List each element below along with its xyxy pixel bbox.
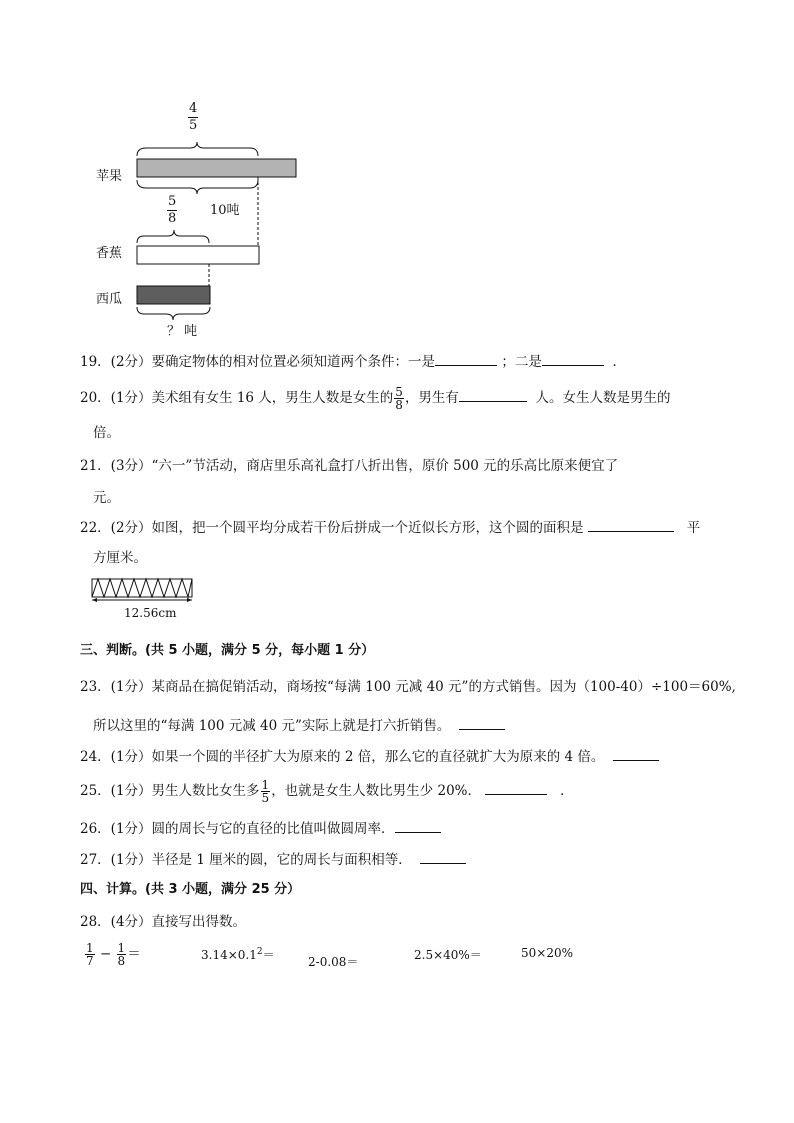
answer-blank[interactable]	[588, 517, 674, 532]
brace-bottom-melon	[137, 307, 210, 320]
question-22: 22．(2分）如图，把一个圆平均分成若干份后拼成一个近似长方形，这个圆的面积是 平	[80, 517, 700, 538]
answer-blank[interactable]	[613, 746, 659, 761]
answer-blank[interactable]	[435, 351, 497, 366]
question-25: 25．(1分）男生人数比女生多 $\frac{1}{5}$ ，也就是女生人数比男生少 20%． ．	[80, 778, 574, 805]
fraction-five-eighths: $\frac{5}{8}$	[395, 385, 403, 412]
fraction-four-fifths: $\frac{4}{5}$	[189, 101, 198, 133]
apple-bar	[137, 159, 296, 177]
expr-4: 2.5×40%＝	[414, 948, 482, 962]
answer-blank[interactable]	[542, 351, 604, 366]
answer-blank[interactable]	[395, 818, 441, 833]
question-27: 27．(1分）半径是 1 厘米的圆，它的周长与面积相等．	[80, 849, 466, 870]
label-watermelon: 西瓜	[96, 292, 123, 307]
label-banana: 香蕉	[96, 246, 123, 261]
question-23: 23．(1分）某商品在搞促销活动，商场按“每满 100 元减 40 元”的方式销售。因为（100-40）÷100＝60%,	[80, 679, 736, 695]
answer-blank[interactable]	[485, 780, 547, 795]
fraction-five-eighths: $\frac{5}{8}$	[168, 194, 177, 226]
question-28: 28．(4分）直接写出得数。	[80, 914, 247, 930]
question-20-cont: 倍。	[93, 425, 120, 441]
expr-1: $\frac{1}{7}$ − $\frac{1}{8}$ ＝	[86, 941, 141, 968]
question-26: 26．(1分）圆的周长与它的直径的比值叫做圆周率．	[80, 818, 441, 839]
expr-5: 50×20%	[521, 946, 573, 960]
figure-length-label: 12.56cm	[124, 606, 177, 620]
label-unknown-tons: ？ 吨	[167, 324, 198, 339]
section-3-heading: 三、判断。(共 5 小题，满分 5 分，每小题 1 分）	[80, 643, 375, 658]
brace-top-banana	[137, 230, 209, 243]
banana-bar	[137, 246, 259, 264]
question-21-cont: 元。	[93, 490, 120, 506]
question-21: 21．(3分）“六一”节活动，商店里乐高礼盒打八折出售，原价 500 元的乐高比原来便宜了	[80, 458, 619, 474]
watermelon-bar	[137, 286, 210, 304]
answer-blank[interactable]	[420, 849, 466, 864]
label-apple: 苹果	[96, 169, 123, 184]
label-10-tons: 10吨	[210, 203, 240, 218]
answer-blank[interactable]	[459, 387, 527, 402]
answer-blank[interactable]	[459, 715, 505, 730]
expr-2: $3.14\times 0.1^2=$	[201, 947, 275, 962]
question-22-cont: 方厘米。	[93, 550, 147, 566]
fraction-one-fifth: $\frac{1}{5}$	[261, 778, 270, 805]
expr-3: 2-0.08＝	[308, 955, 359, 969]
brace-bottom-apple	[137, 180, 258, 194]
question-19: 19．(2分）要确定物体的相对位置必须知道两个条件：一是 ；二是 ．	[80, 351, 626, 372]
circle-rectangle-figure	[90, 577, 196, 607]
brace-top-apple	[137, 142, 258, 156]
question-23-cont: 所以这里的“每满 100 元减 40 元”实际上就是打六折销售。	[93, 715, 505, 736]
section-4-heading: 四、计算。(共 3 小题，满分 25 分）	[80, 882, 301, 897]
question-20: 20．(1分）美术组有女生 16 人，男生人数是女生的 $\frac{5}{8}$ ，男生有 人。女生人数是男生的	[80, 385, 671, 412]
question-24: 24．(1分）如果一个圆的半径扩大为原来的 2 倍，那么它的直径就扩大为原来的 4 倍。	[80, 746, 659, 767]
